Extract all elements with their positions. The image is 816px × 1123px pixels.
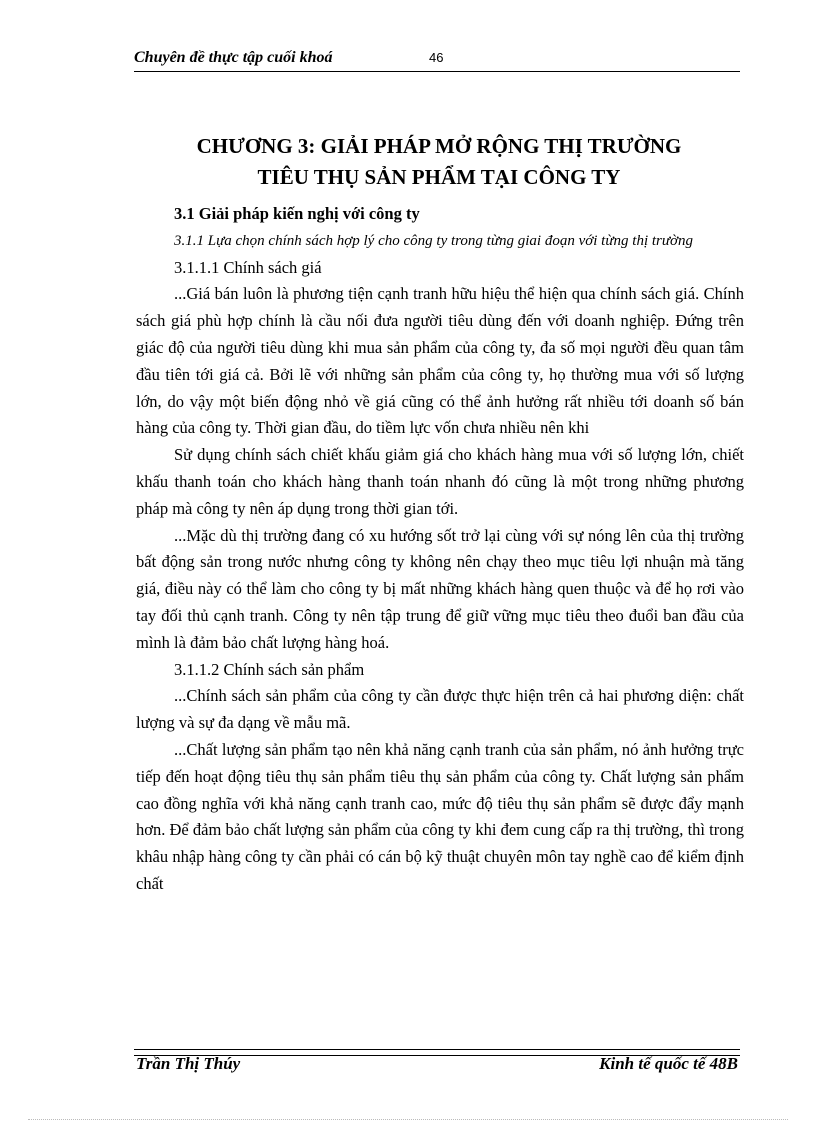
page-bottom-divider	[28, 1119, 788, 1120]
chapter-title-line-1: CHƯƠNG 3: GIẢI PHÁP MỞ RỘNG THỊ TRƯỜNG	[196, 134, 682, 158]
page-header	[134, 46, 740, 72]
section-heading-3-1-1-1: 3.1.1.1 Chính sách giá	[174, 257, 322, 277]
header-rule	[134, 71, 740, 72]
paragraph-discount-policy: Sử dụng chính sách chiết khấu giảm giá cho khách hàng mua với số lượng lớn, chiết khấu thanh toán cho khách hàng thanh toán nhanh đó cũng là một trong những phương pháp mà công ty nên áp dụng trong thời gian tới.	[136, 445, 744, 518]
header-title: Chuyên đề thực tập cuối khoá	[134, 49, 333, 66]
page-number: 46	[429, 50, 444, 65]
chapter-title-line-2: TIÊU THỤ SẢN PHẨM TẠI CÔNG TY	[257, 165, 621, 189]
paragraph-product-policy: ...Chính sách sản phẩm của công ty cần được thực hiện trên cả hai phương diện: chất lượng và sự đa dạng về mẫu mã.	[136, 686, 744, 733]
section-heading-3-1: 3.1 Giải pháp kiến nghị với công ty	[174, 204, 420, 223]
paragraph-market-trend: ...Mặc dù thị trường đang có xu hướng sốt trở lại cùng với sự nóng lên của thị trường bất động sản trong nước nhưng công ty không nên chạy theo mục tiêu lợi nhuận mà tăng giá, điều này có thể làm cho công ty bị mất những khách hàng quen thuộc và để họ rơi vào tay đối thủ cạnh tranh. Công ty nên tập trung để giữ vững mục tiêu theo đuổi ban đầu của mình là đảm bảo chất lượng hàng hoá.	[136, 525, 744, 652]
document-body	[136, 201, 744, 898]
section-heading-3-1-1: 3.1.1 Lựa chọn chính sách hợp lý cho công ty trong từng giai đoạn với từng thị trường	[174, 232, 694, 249]
chapter-title	[134, 131, 744, 193]
footer-class: Kinh tế quốc tế 48B	[599, 1054, 738, 1073]
footer-author: Trần Thị Thúy	[136, 1054, 241, 1073]
section-heading-3-1-1-2: 3.1.1.2 Chính sách sản phẩm	[174, 659, 365, 679]
paragraph-product-quality: ...Chất lượng sản phẩm tạo nên khả năng cạnh tranh của sản phẩm, nó ảnh hưởng trực tiếp đến hoạt động tiêu thụ sản phẩm tiêu thụ sản phẩm của công ty. Chất lượng sản phẩm cao đồng nghĩa với khả năng cạnh tranh cao, mức độ tiêu thụ sản phẩm sẽ được đẩy mạnh hơn. Để đảm bảo chất lượng sản phẩm của công ty khi đem cung cấp ra thị trường, thì trong khâu nhập hàng công ty cần phải có cán bộ kỹ thuật chuyên môn tay nghề cao để kiểm định chất	[136, 739, 744, 893]
paragraph-price-policy: ...Giá bán luôn là phương tiện cạnh tranh hữu hiệu thể hiện qua chính sách giá. Chính sách giá phù hợp chính là cầu nối đưa người tiêu dùng đến với doanh nghiệp. Đứng trên giác độ của người tiêu dùng khi mua sản phẩm của công ty, đa số mọi người đều quan tâm đầu tiên tới giá cả. Bởi lẽ với những sản phẩm của công ty, họ thường mua với số lượng lớn, do vậy một biến động nhỏ về giá cũng có thể ảnh hưởng rất nhiều tới doanh số bán hàng của công ty. Thời gian đầu, do tiềm lực vốn chưa nhiều nên khi	[136, 284, 744, 438]
